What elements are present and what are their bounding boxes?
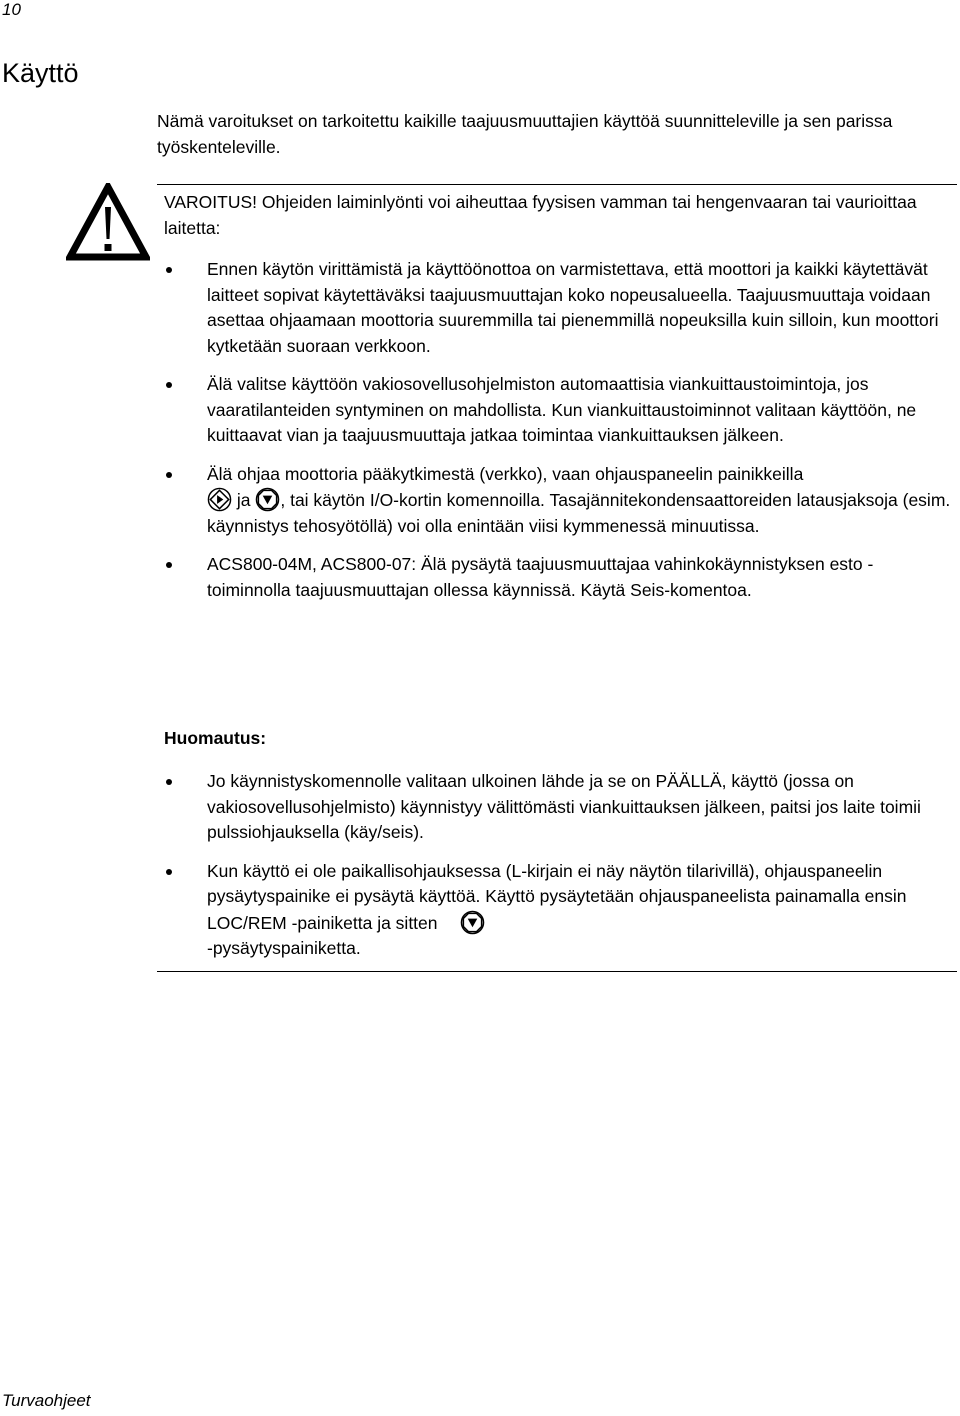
- intro-paragraph: Nämä varoitukset on tarkoitettu kaikille taajuusmuuttajien käyttöä suunnitteleville ja sen parissa työskenteleville.: [157, 111, 893, 157]
- bullet-text: Jo käynnistyskomennolle valitaan ulkoinen lähde ja se on PÄÄLLÄ, käyttö (jossa on vakiosovellusohjelmisto) käynnistyy välittömästi viankuittauksen jälkeen, paitsi jos laite toimii pulssiohjauksella (käy/seis).: [207, 771, 921, 842]
- list-item: [164, 257, 954, 359]
- bullet-text: Ennen käytön virittämistä ja käyttöönottoa on varmistettava, että moottori ja kaikki käytettävät laitteet sopivat käytettäväksi taajuusmuuttajan koko nopeusalueella. Taajuusmuuttaja voidaan asettaa ohjaamaan moottoria suuremmilla tai pienemmillä nopeuksilla kuin silloin, kun moottori kytketään suoraan verkkoon.: [207, 259, 939, 356]
- warning-label: VAROITUS!: [164, 192, 258, 212]
- list-item: [164, 552, 954, 603]
- section-title: Käyttö: [2, 58, 79, 88]
- bullet-text: Kun käyttö ei ole paikallisohjauksessa (L-kirjain ei näy näytön tilarivillä), ohjauspaneelin pysäytyspainike ei pysäytä käyttöä. Käyttö pysäytetään ohjauspaneelista painamalla ensin LOC/REM -painiketta ja sitten: [207, 860, 907, 933]
- page-number: 10: [2, 0, 21, 19]
- note-heading: Huomautus:: [164, 728, 267, 748]
- bullet-text: Älä valitse käyttöön vakiosovellusohjelmiston automaattisia viankuittaustoimintoja, jos vaaratilanteiden syntyminen on mahdollista. Kun viankuittaustoiminnot valitaan käyttöön, ne kuittaavat vian ja taajuusmuuttaja jatkaa toimintaa viankuittauksen jälkeen.: [207, 374, 917, 445]
- bottom-divider: [157, 971, 957, 972]
- list-item: [164, 372, 954, 449]
- warning-bullet-list: [164, 257, 954, 616]
- bullet-dot: [166, 472, 172, 478]
- top-divider: [157, 184, 957, 185]
- warning-triangle-icon: [66, 183, 150, 261]
- bullet-text-continued: -pysäytyspainiketta.: [207, 938, 361, 958]
- bullet-dot: [166, 562, 172, 568]
- bullet-text-continued: , tai käytön I/O-kortin komennoilla. Tasajännitekondensaattoreiden latausjaksoja (esim. käynnistys tehosyötöllä) voi olla enintään viisi kymmenessä minuutissa.: [207, 490, 951, 536]
- bullet-text-connector: ja: [232, 490, 256, 510]
- bullet-dot: [166, 382, 172, 388]
- bullet-text: ACS800-04M, ACS800-07: Älä pysäytä taajuusmuuttajaa vahinkokäynnistyksen esto -toiminnolla taajuusmuuttajan ollessa käynnissä. Käytä Seis-komentoa.: [207, 554, 874, 600]
- note-bullet-list: [164, 769, 954, 975]
- list-item: [164, 769, 954, 846]
- footer-section-name: Turvaohjeet: [2, 1391, 91, 1410]
- start-button-icon: [207, 487, 232, 512]
- bullet-dot: [166, 267, 172, 273]
- list-item: [164, 462, 954, 540]
- bullet-dot: [166, 779, 172, 785]
- warning-text: [164, 189, 954, 241]
- warning-body: Ohjeiden laiminlyönti voi aiheuttaa fyysisen vamman tai hengenvaaran tai vaurioittaa laitetta:: [164, 192, 917, 238]
- bullet-text: Älä ohjaa moottoria pääkytkimestä (verkko), vaan ohjauspaneelin painikkeilla: [207, 463, 804, 484]
- list-item: [164, 859, 954, 962]
- stop-button-icon: [460, 910, 485, 935]
- stop-button-icon: [255, 487, 280, 512]
- bullet-dot: [166, 869, 172, 875]
